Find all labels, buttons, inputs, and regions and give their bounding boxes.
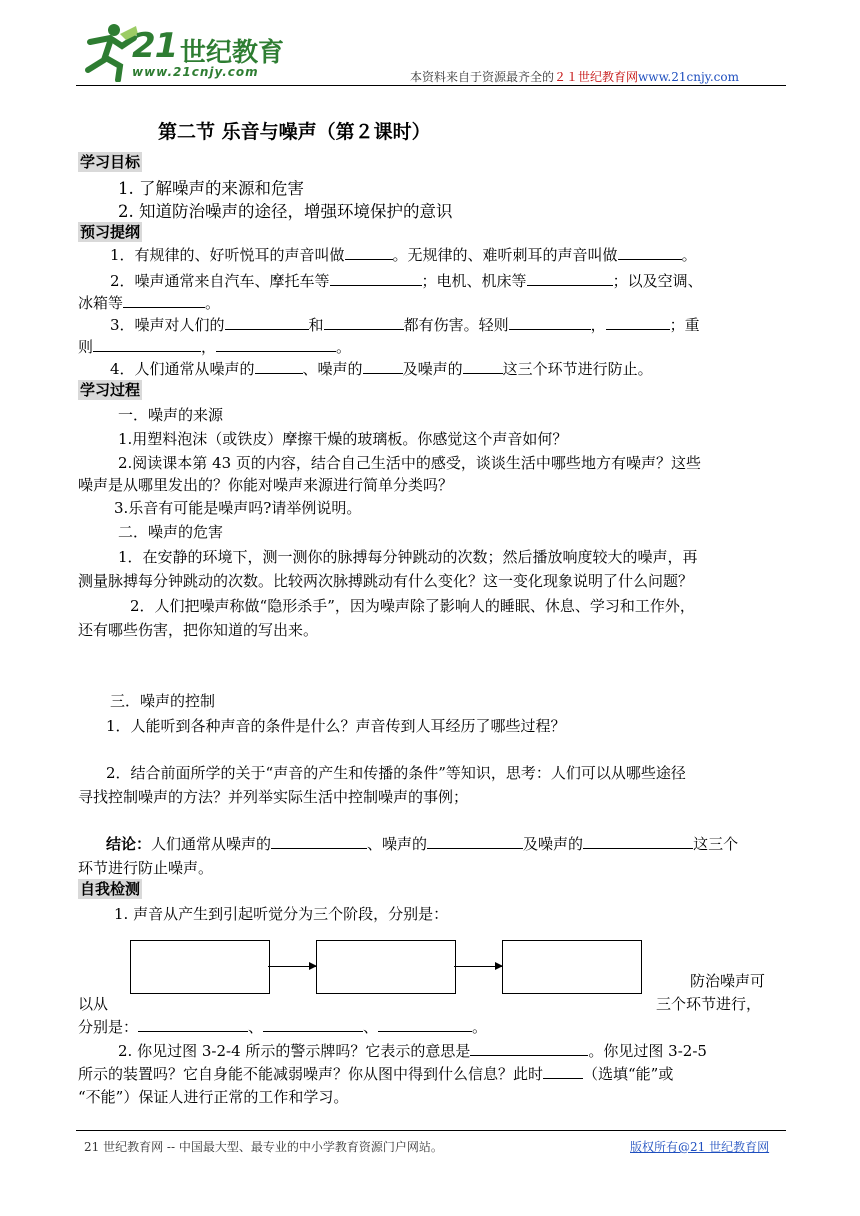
check-question-cont: “不能”）保证人进行正常的工作和学习。 bbox=[78, 1088, 349, 1106]
header-source: 本资料来自于资源最齐全的２１世纪教育网www.21cnjy.com bbox=[410, 70, 739, 84]
section-preview-heading: 预习提纲 bbox=[80, 223, 141, 241]
check-answer-line: 分别是： 、 、 。 bbox=[78, 1018, 488, 1036]
section-process-heading: 学习过程 bbox=[80, 381, 141, 399]
process-question: 1．在安静的环境下，测一测你的脉搏每分钟跳动的次数；然后播放响度较大的噪声，再 bbox=[118, 548, 698, 566]
arrow-icon bbox=[454, 966, 502, 967]
process-question: 1.用塑料泡沫（或铁皮）摩擦干燥的玻璃板。你感觉这个声音如何？ bbox=[118, 430, 568, 448]
preview-q1: 1．有规律的、好听悦耳的声音叫做 。无规律的、难听刺耳的声音叫做 。 bbox=[110, 246, 697, 264]
conclusion: 结论：人们通常从噪声的 、噪声的 及噪声的 这三个 bbox=[106, 835, 739, 853]
process-question-cont: 寻找控制噪声的方法？并列举实际生活中控制噪声的事例； bbox=[78, 788, 469, 806]
check-text: 三个环节进行， bbox=[656, 995, 762, 1013]
check-question: 1. 声音从产生到引起听觉分为三个阶段，分别是： bbox=[114, 905, 449, 923]
check-question-cont: 所示的装置吗？它自身能不能减弱噪声？你从图中得到什么信息？此时 （选填“能”或 bbox=[78, 1065, 674, 1083]
arrow-icon bbox=[268, 966, 316, 967]
process-subheading: 二．噪声的危害 bbox=[118, 523, 224, 541]
footer-divider bbox=[76, 1130, 786, 1131]
preview-q2: 2．噪声通常来自汽车、摩托车等 ；电机、机床等 ；以及空调、 bbox=[110, 272, 703, 290]
site-logo bbox=[80, 20, 300, 90]
copyright-link[interactable]: 版权所有@21 世纪教育网 bbox=[630, 1140, 770, 1154]
goal-item: 2. 知道防治噪声的途径，增强环境保护的意识 bbox=[118, 202, 453, 221]
header-divider bbox=[76, 85, 786, 86]
stage-box[interactable] bbox=[316, 940, 456, 994]
section-goals-heading: 学习目标 bbox=[80, 153, 141, 171]
process-question: 1．人能听到各种声音的条件是什么？声音传到人耳经历了哪些过程？ bbox=[106, 717, 566, 735]
process-question-cont: 噪声是从哪里发出的？你能对噪声来源进行简单分类吗？ bbox=[78, 476, 454, 494]
process-question: 2．人们把噪声称做“隐形杀手”，因为噪声除了影响人的睡眠、休息、学习和工作外， bbox=[130, 597, 695, 615]
process-question: 3.乐音有可能是噪声吗?请举例说明。 bbox=[114, 499, 362, 517]
source-site[interactable]: ２１世纪教育网 bbox=[554, 70, 639, 84]
source-url-link[interactable]: www.21cnjy.com bbox=[638, 70, 739, 84]
logo-url: www.21cnjy.com bbox=[132, 65, 259, 79]
check-text: 以从 bbox=[78, 995, 109, 1013]
process-question-cont: 还有哪些伤害，把你知道的写出来。 bbox=[78, 621, 319, 639]
process-question: 2.阅读课本第 43 页的内容，结合自己生活中的感受，谈谈生活中哪些地方有噪声？这些 bbox=[118, 454, 701, 472]
conclusion-cont: 环节进行防止噪声。 bbox=[78, 859, 214, 877]
process-question-cont: 测量脉搏每分钟跳动的次数。比较两次脉搏跳动有什么变化？这一变化现象说明了什么问题？ bbox=[78, 572, 694, 590]
check-text: 防治噪声可 bbox=[690, 972, 766, 990]
goal-item: 1. 了解噪声的来源和危害 bbox=[118, 179, 304, 198]
preview-q2-cont: 冰箱等 。 bbox=[78, 294, 221, 312]
logo-text: 世纪教育 bbox=[180, 38, 285, 68]
check-question: 2. 你见过图 3-2-4 所示的警示牌吗？它表示的意思是 。你见过图 3-2-5 bbox=[118, 1042, 707, 1060]
process-subheading: 一．噪声的来源 bbox=[118, 406, 224, 424]
runner-logo-icon bbox=[80, 20, 140, 82]
preview-q4: 4．人们通常从噪声的 、噪声的 及噪声的 这三个环节进行防止。 bbox=[110, 360, 653, 378]
preview-q3: 3．噪声对人们的 和 都有伤害。轻则 ， ；重 bbox=[110, 316, 700, 334]
stage-box[interactable] bbox=[502, 940, 642, 994]
stage-box[interactable] bbox=[130, 940, 270, 994]
page-title: 第二节 乐音与噪声（第２课时） bbox=[158, 121, 431, 143]
process-subheading: 三．噪声的控制 bbox=[110, 692, 216, 710]
preview-q3-cont: 则 ， 。 bbox=[78, 338, 352, 356]
footer-text: 21 世纪教育网 -- 中国最大型、最专业的中小学教育资源门户网站。 bbox=[84, 1140, 443, 1154]
process-question: 2．结合前面所学的关于“声音的产生和传播的条件”等知识，思考：人们可以从哪些途径 bbox=[106, 764, 686, 782]
logo-number: 21 bbox=[132, 26, 178, 66]
section-check-heading: 自我检测 bbox=[80, 880, 141, 898]
